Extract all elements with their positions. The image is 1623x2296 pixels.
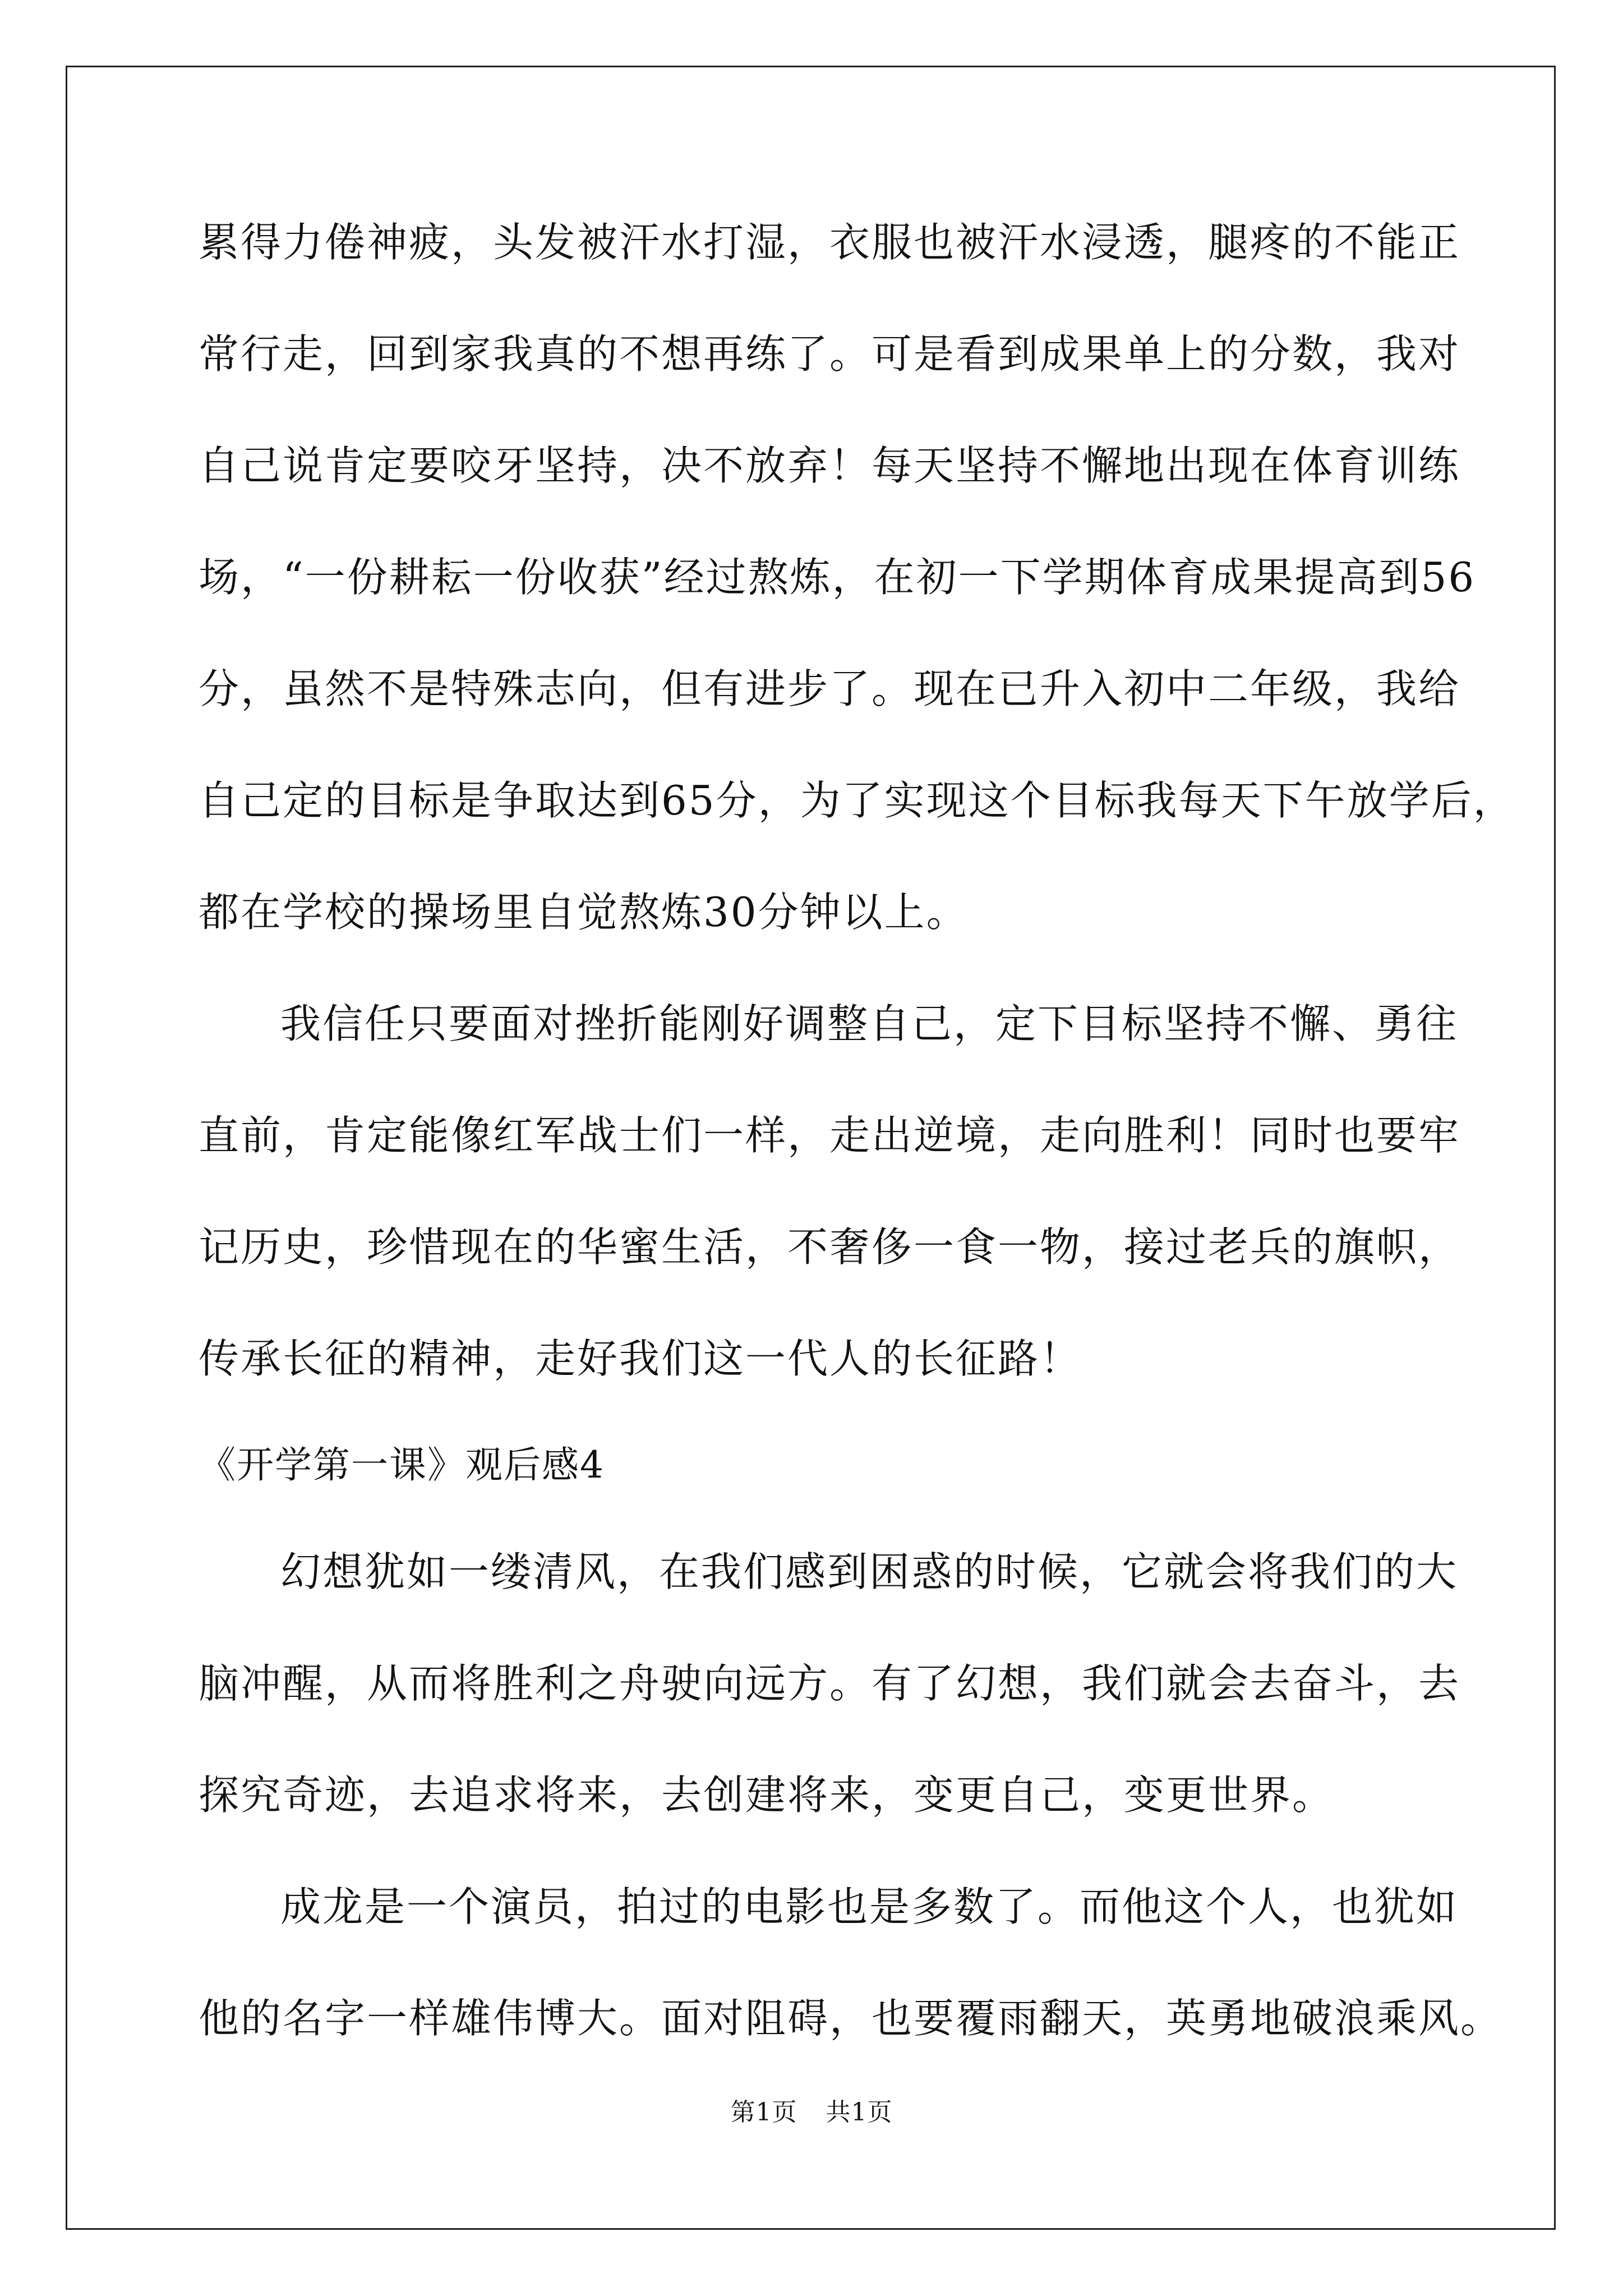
paragraph-line: 直前，肯定能像红军战士们一样，走出逆境，走向胜利！同时也要牢: [199, 1112, 1461, 1159]
page-total: 共1页: [826, 2098, 893, 2127]
section-heading: 《开学第一课》观后感4: [199, 1443, 605, 1487]
paragraph-line: 都在学校的操场里自觉熬炼30分钟以上。: [199, 889, 969, 936]
paragraph-line: 传承长征的精神，走好我们这一代人的长征路！: [199, 1335, 1082, 1382]
paragraph-line: 分，虽然不是特殊志向，但有进步了。现在已升入初中二年级，我给: [199, 665, 1461, 712]
page-footer: [0, 2096, 1623, 2129]
paragraph-line: 探究奇迹，去追求将来，去创建将来，变更自己，变更世界。: [199, 1772, 1335, 1819]
paragraph-line: 记历史，珍惜现在的华蜜生活，不奢侈一食一物，接过老兵的旗帜，: [199, 1223, 1461, 1271]
paragraph-line: 累得力倦神疲，头发被汗水打湿，衣服也被汗水浸透，腿疼的不能正: [199, 219, 1461, 266]
paragraph-line: 常行走，回到家我真的不想再练了。可是看到成果单上的分数，我对: [199, 330, 1461, 378]
paragraph-line: 他的名字一样雄伟博大。面对阻碍，也要覆雨翻天，英勇地破浪乘风。: [199, 1995, 1503, 2042]
paragraph-line: 自己定的目标是争取达到65分，为了实现这个目标我每天下午放学后，: [199, 777, 1515, 824]
paragraph-line: 我信任只要面对挫折能刚好调整自己，定下目标坚持不懈、勇往: [280, 1000, 1459, 1047]
paragraph-line: 场，“一份耕耘一份收获”经过熬炼，在初一下学期体育成果提高到56: [199, 554, 1476, 601]
document-body: [199, 214, 1515, 2102]
paragraph-line: 成龙是一个演员，拍过的电影也是多数了。而他这个人，也犹如: [280, 1883, 1459, 1930]
paragraph-line: 脑冲醒，从而将胜利之舟驶向远方。有了幻想，我们就会去奋斗，去: [199, 1660, 1461, 1707]
paragraph-line: 幻想犹如一缕清风，在我们感到困惑的时候，它就会将我们的大: [280, 1548, 1459, 1595]
paragraph-line: 自己说肯定要咬牙坚持，决不放弃！每天坚持不懈地出现在体育训练: [199, 442, 1461, 489]
page-number: 第1页: [730, 2098, 797, 2127]
